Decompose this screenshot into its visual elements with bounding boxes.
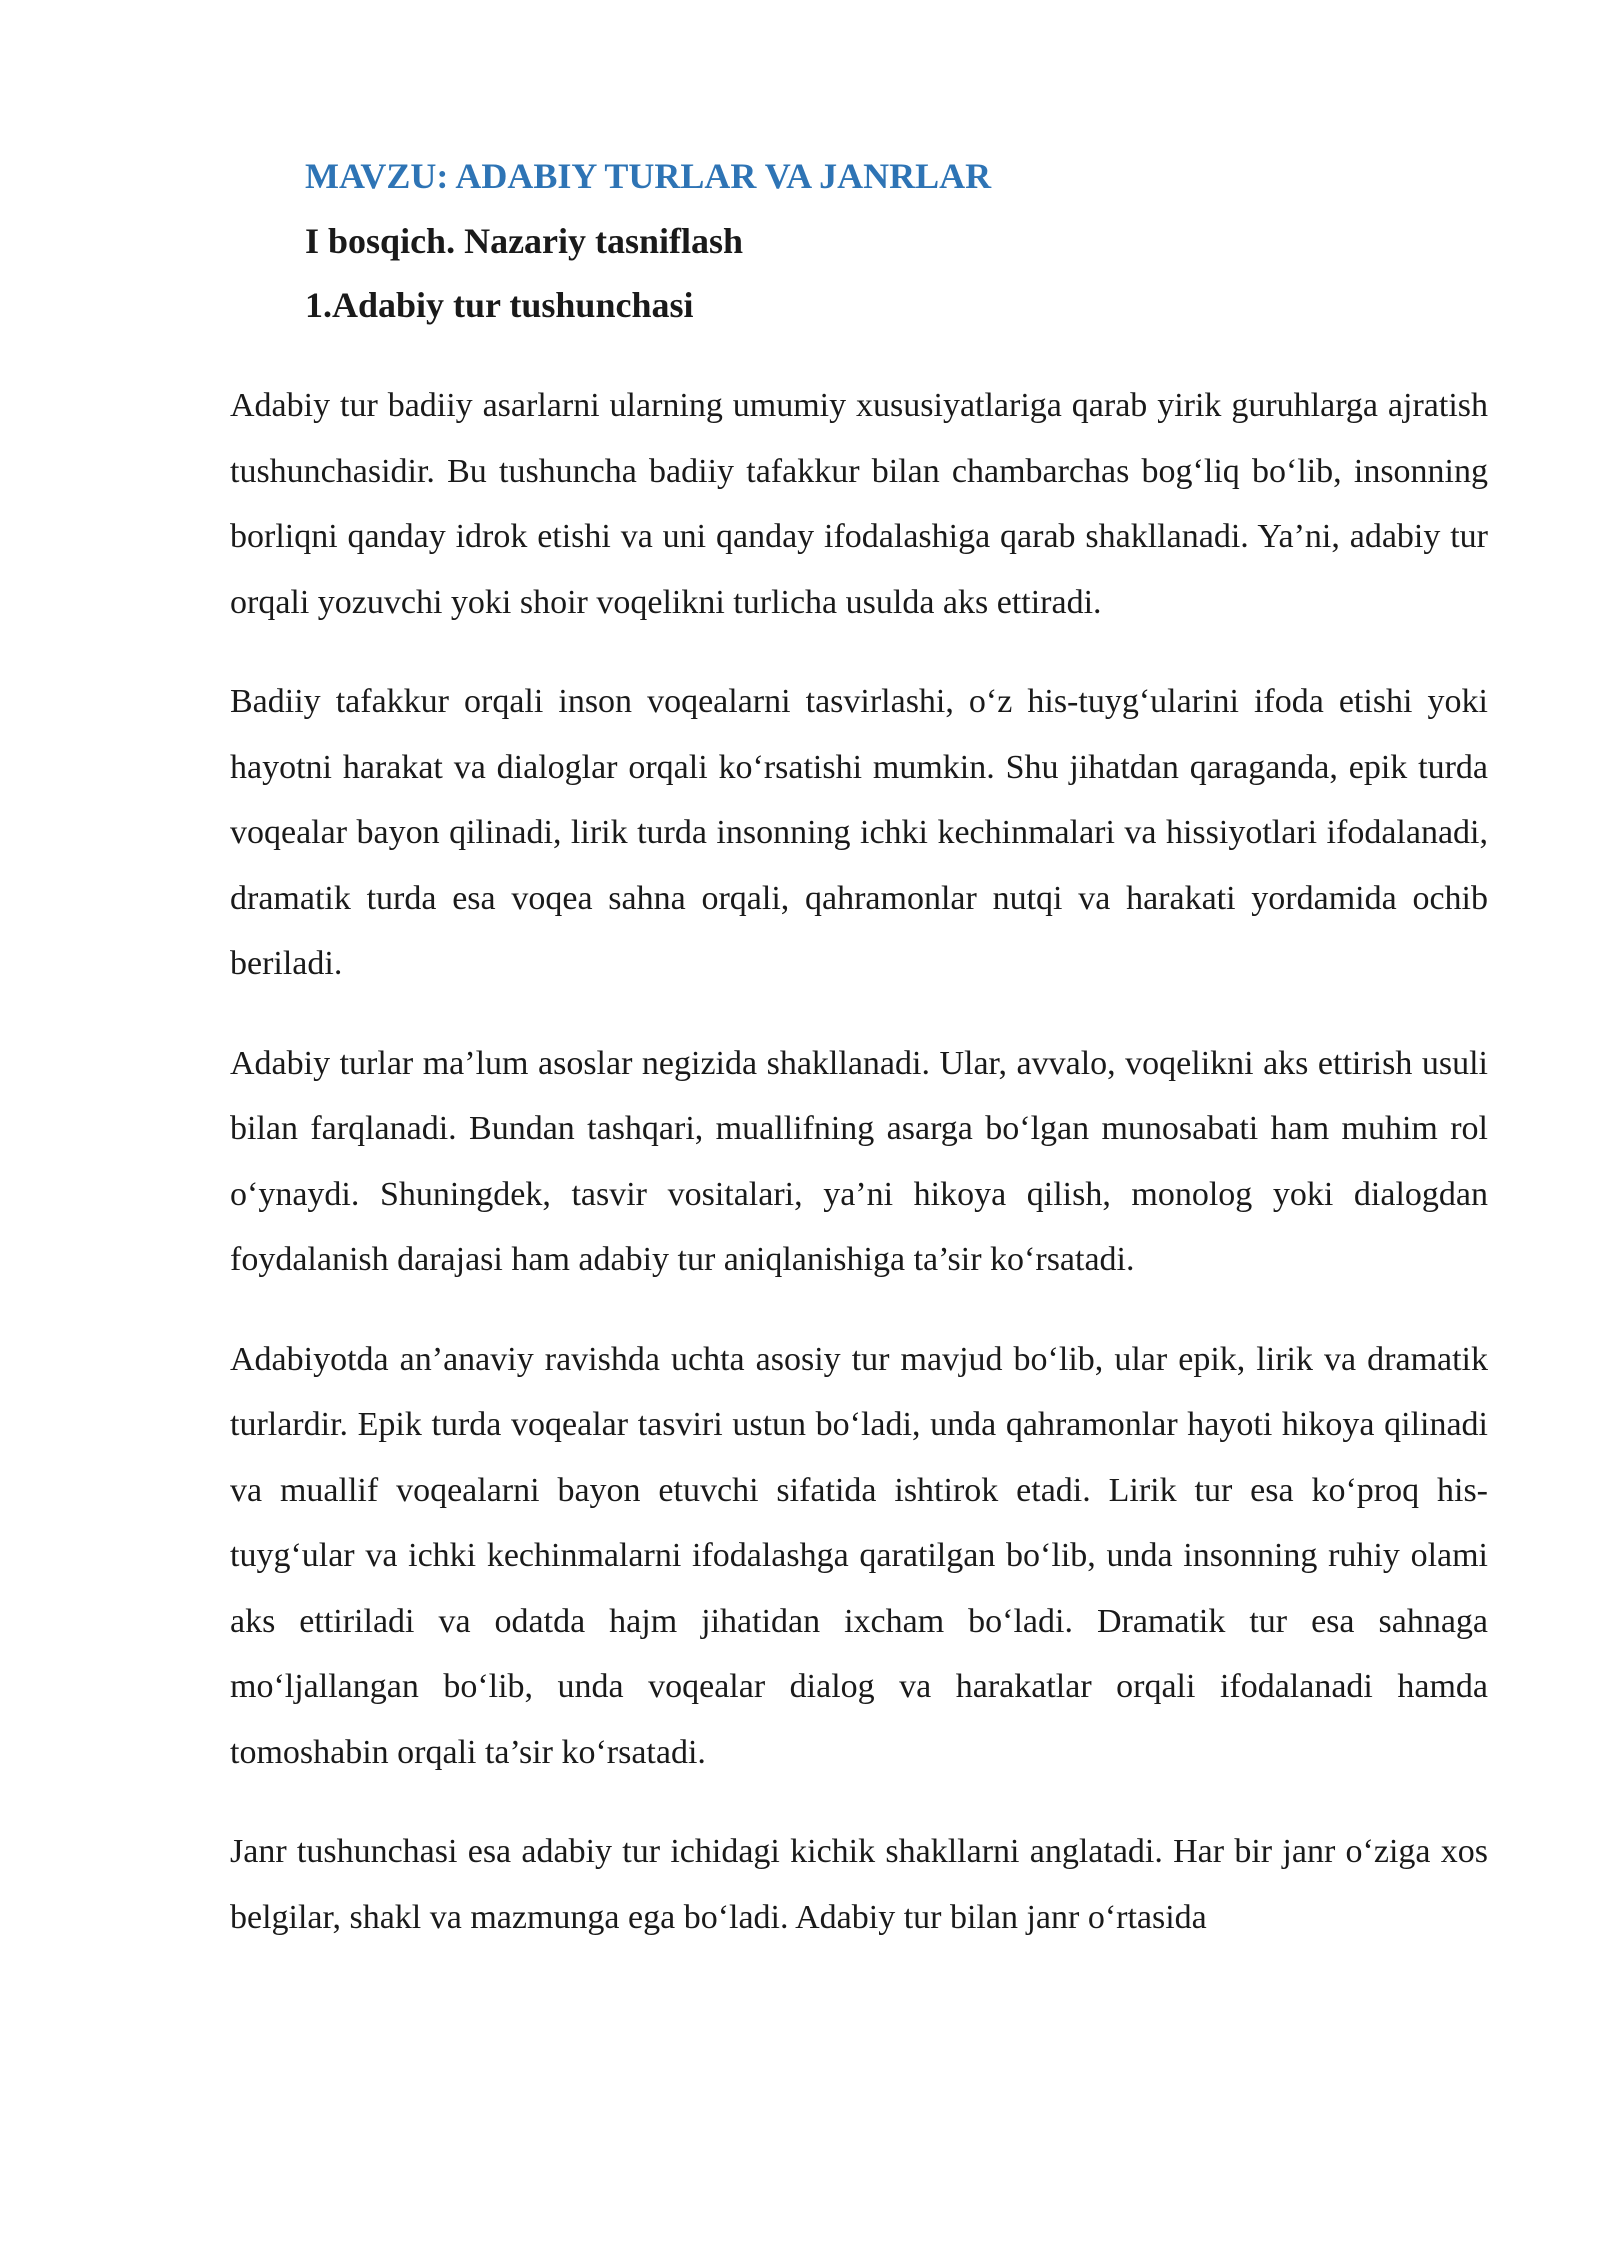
body-text (230, 373, 1488, 1950)
paragraph-3: Adabiy turlar ma’lum asoslar negizida shakllanadi. Ular, avvalo, voqelikni aks ettirish usuli bilan farqlanadi. Bundan tashqari, muallifning asarga bo‘lgan munosabati ham muhim rol o‘ynaydi. Shuningdek, tasvir vositalari, ya’ni hikoya qilish, monolog yoki dialogdan foydalanish darajasi ham adabiy tur aniqlanishiga ta’sir ko‘rsatadi. (230, 1044, 1488, 1278)
heading-block (305, 150, 1600, 331)
paragraph-5: Janr tushunchasi esa adabiy tur ichidagi kichik shakllarni anglatadi. Har bir janr o‘ziga xos belgilar, shakl va mazmunga ega bo‘ladi. Adabiy tur bilan janr o‘rtasida (230, 1833, 1488, 1936)
section-heading: 1.Adabiy tur tushunchasi (305, 285, 694, 325)
paragraph-2: Badiiy tafakkur orqali inson voqealarni tasvirlashi, o‘z his-tuyg‘ularini ifoda etishi yoki hayotni harakat va dialoglar orqali ko‘rsatishi mumkin. Shu jihatdan qaraganda, epik turda voqealar bayon qilinadi, lirik turda insonning ichki kechinmalari va hissiyotlari ifodalanadi, dramatik turda esa voqea sahna orqali, qahramonlar nutqi va harakati yordamida ochib beriladi. (230, 683, 1488, 982)
paragraph-1: Adabiy tur badiiy asarlarni ularning umumiy xususiyatlariga qarab yirik guruhlarga ajratish tushunchasidir. Bu tushuncha badiiy tafakkur bilan chambarchas bog‘liq bo‘lib, insonning borliqni qanday idrok etishi va uni qanday ifodalashiga qarab shakllanadi. Ya’ni, adabiy tur orqali yozuvchi yoki shoir voqelikni turlicha usulda aks ettiradi. (230, 387, 1488, 621)
paragraph-4: Adabiyotda an’anaviy ravishda uchta asosiy tur mavjud bo‘lib, ular epik, lirik va dramatik turlardir. Epik turda voqealar tasviri ustun bo‘ladi, unda qahramonlar hayoti hikoya qilinadi va muallif voqealarni bayon etuvchi sifatida ishtirok etadi. Lirik tur esa ko‘proq his-tuyg‘ular va ichki kechinmalarni ifodalashga qaratilgan bo‘lib, unda insonning ruhiy olami aks ettiriladi va odatda hajm jihatidan ixcham bo‘ladi. Dramatik tur esa sahnaga mo‘ljallangan bo‘lib, unda voqealar dialog va harakatlar orqali ifodalanadi hamda tomoshabin orqali ta’sir ko‘rsatadi. (230, 1340, 1488, 1771)
stage-heading: I bosqich. Nazariy tasniflash (305, 221, 744, 261)
document-title: MAVZU: ADABIY TURLAR VA JANRLAR (305, 156, 992, 196)
